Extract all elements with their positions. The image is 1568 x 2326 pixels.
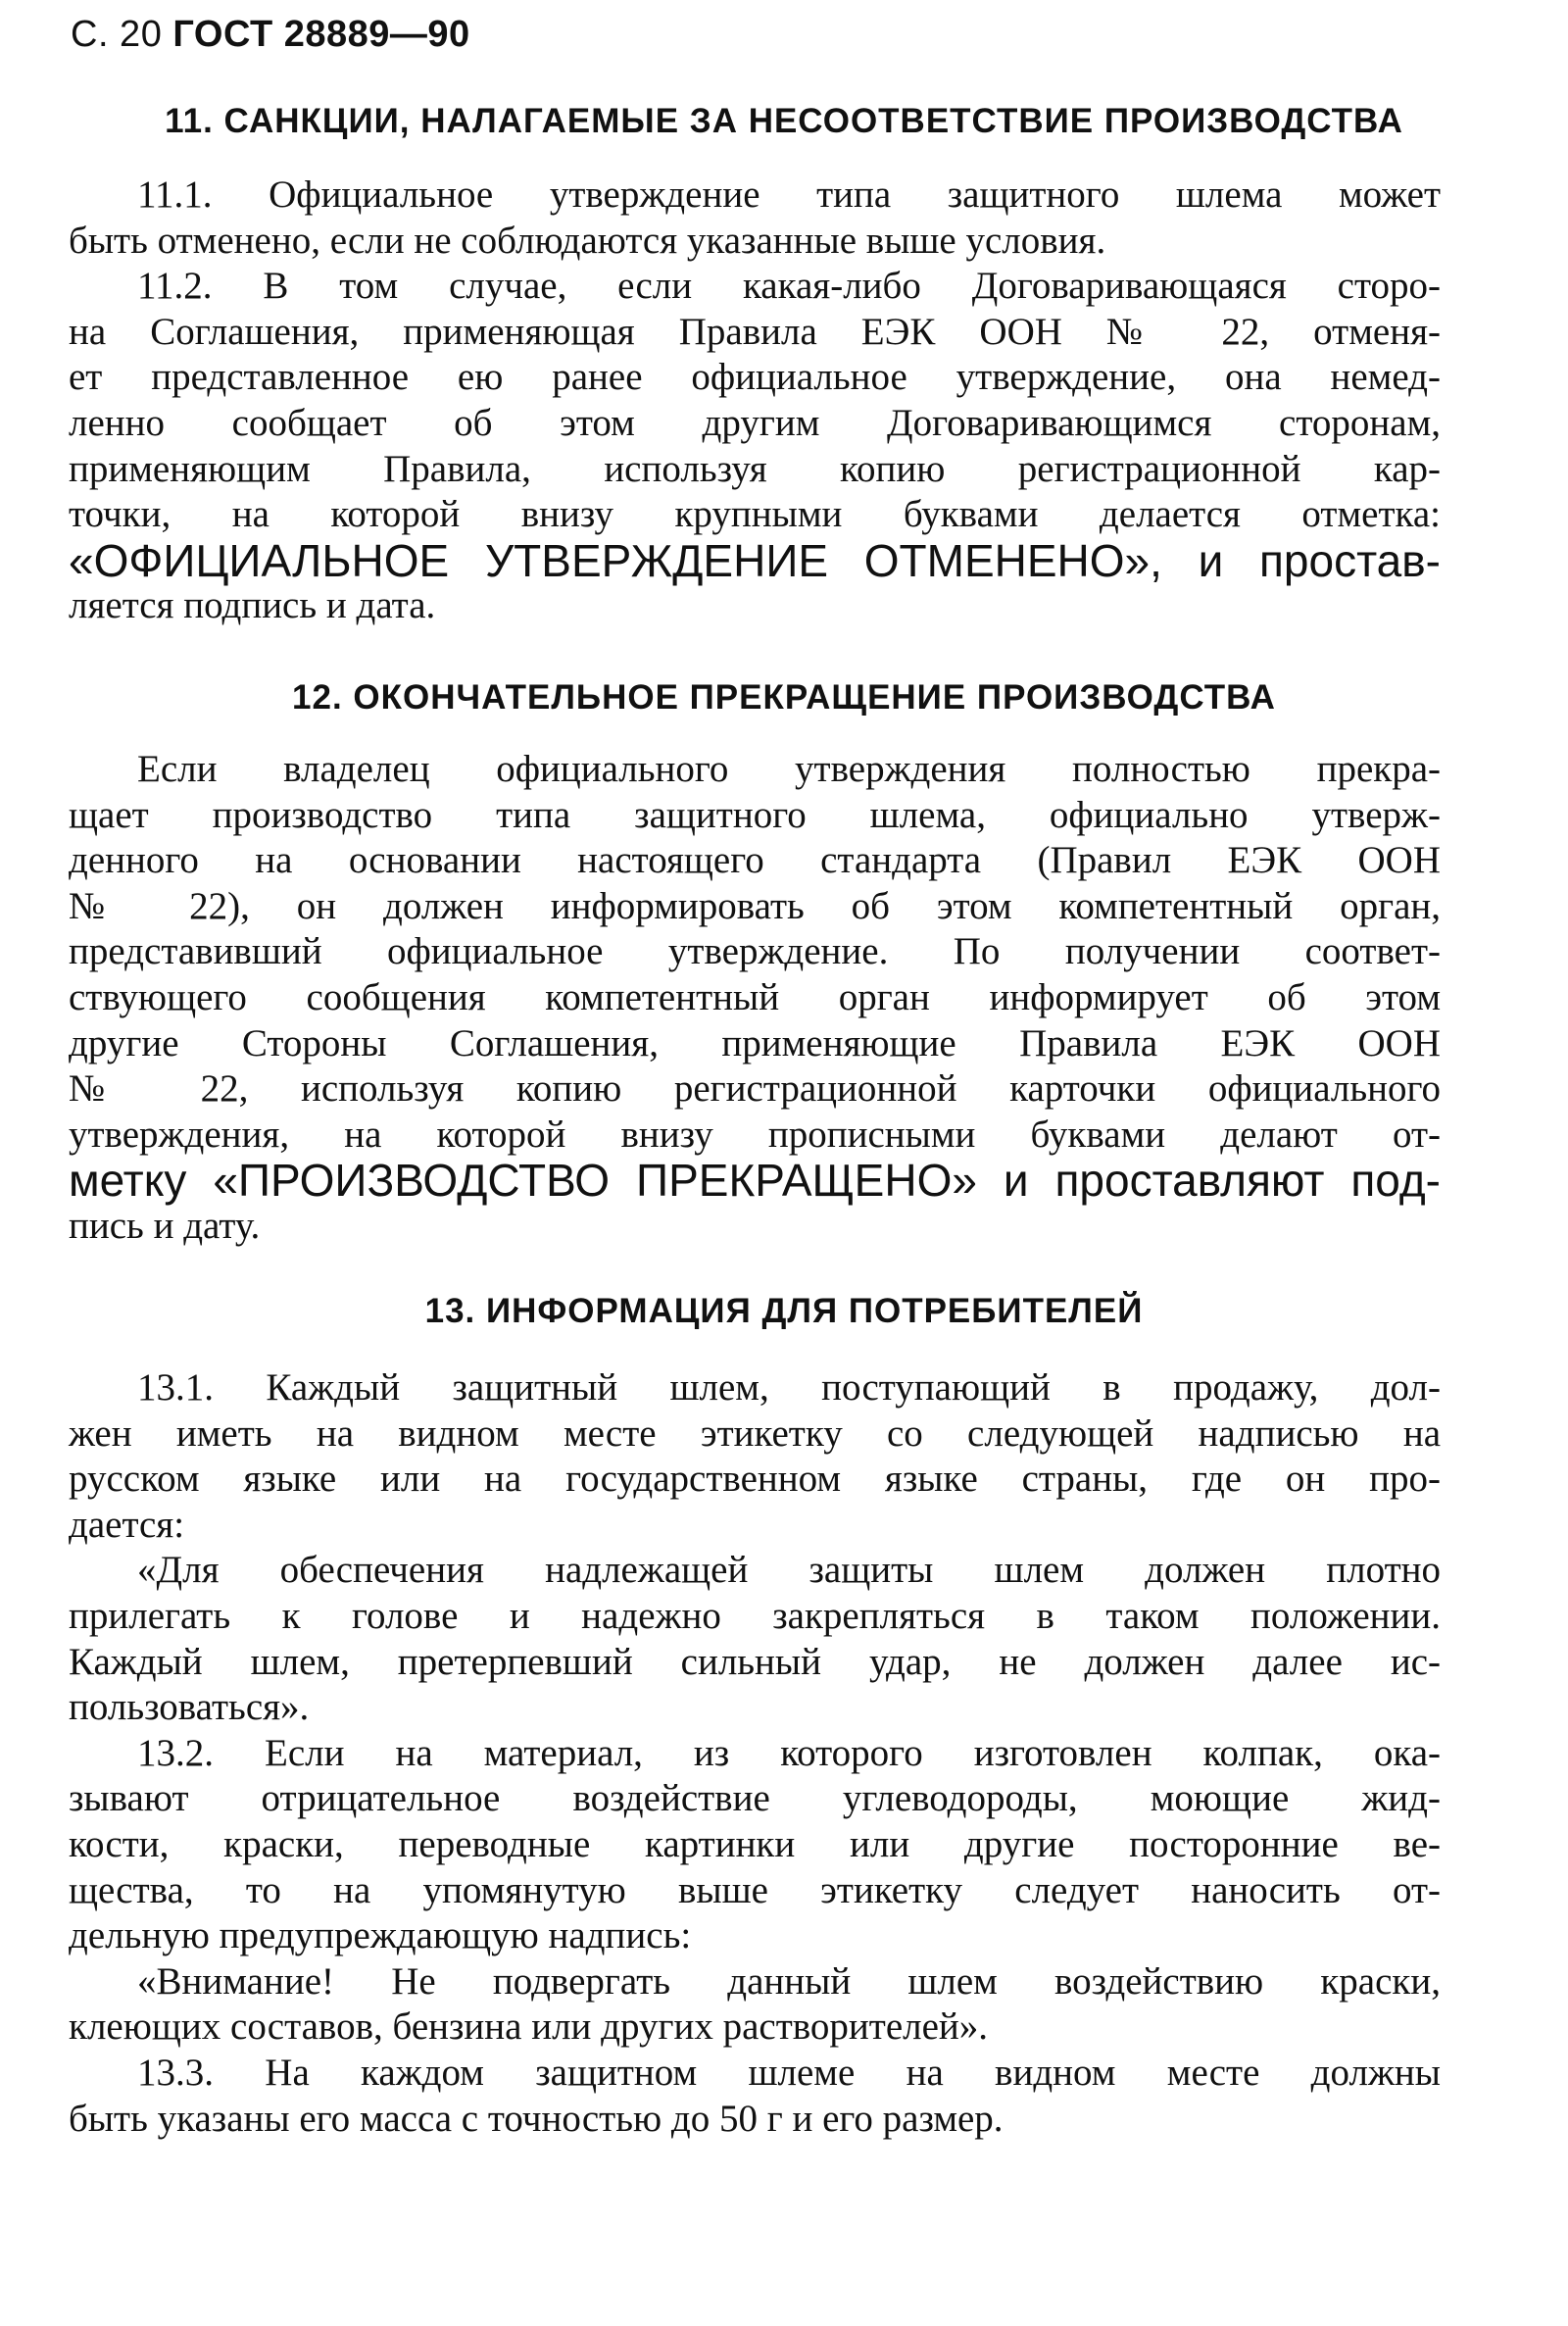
section-11-heading: 11. САНКЦИИ, НАЛАГАЕМЫЕ ЗА НЕСООТВЕТСТВИЕ ПРОИЗВОДСТВА <box>165 102 1403 140</box>
text-line: дельную предупреждающую надпись: <box>69 1914 692 1957</box>
standard-number: ГОСТ 28889—90 <box>172 14 470 55</box>
text-line: 13.1. Каждый защитный шлем, поступающий в продажу, дол- <box>137 1366 1441 1409</box>
text-line: ствующего сообщения компетентный орган информирует об этом <box>69 975 1441 1018</box>
section-11-body <box>69 173 1441 629</box>
text-line: представивший официальное утверждение. По получении соответ- <box>69 930 1441 973</box>
text-line: денного на основании настоящего стандарта (Правил ЕЭК ООН <box>69 839 1441 882</box>
text-line: быть указаны его масса с точностью до 50 г и его размер. <box>69 2097 1004 2140</box>
text-line: ленно сообщает об этом другим Договаривающимся сторонам, <box>69 401 1441 444</box>
text-line: быть отменено, если не соблюдаются указанные выше условия. <box>69 219 1106 262</box>
text-line: дается: <box>69 1503 185 1546</box>
text-line: 11.2. В том случае, если какая-либо Договаривающаяся сторо- <box>137 265 1441 308</box>
text-line: щества, то на упомянутую выше этикетку следует наносить от- <box>69 1868 1441 1911</box>
text-line: другие Стороны Соглашения, применяющие Правила ЕЭК ООН <box>69 1021 1441 1064</box>
text-line: пользоваться». <box>69 1686 310 1729</box>
page-number: С. 20 <box>71 14 163 55</box>
text-line: № 22, используя копию регистрационной карточки официального <box>69 1067 1441 1111</box>
text-line: № 22), он должен информировать об этом компетентный орган, <box>69 884 1441 927</box>
text-line: жен иметь на видном месте этикетку со следующей надписью на <box>69 1411 1441 1455</box>
section-13-heading: 13. ИНФОРМАЦИЯ ДЛЯ ПОТРЕБИТЕЛЕЙ <box>424 1292 1144 1330</box>
text-line: утверждения, на которой внизу прописными буквами делают от- <box>69 1113 1441 1156</box>
text-line: зывают отрицательное воздействие углеводороды, моющие жид- <box>69 1777 1441 1820</box>
text-line: русском языке или на государственном языке страны, где он про- <box>69 1458 1441 1501</box>
section-13-body <box>69 1365 1441 2142</box>
text-line: щает производство типа защитного шлема, официально утверж- <box>69 793 1441 836</box>
text-line: применяющим Правила, используя копию регистрационной кар- <box>69 447 1441 490</box>
text-line: 13.3. На каждом защитном шлеме на видном месте должны <box>137 2051 1441 2094</box>
text-line: ет представленное ею ранее официальное утверждение, она немед- <box>69 356 1441 399</box>
text-line-capitals: метку «ПРОИЗВОДСТВО ПРЕКРАЩЕНО» и проставляют под- <box>69 1155 1441 1207</box>
text-line: 11.1. Официальное утверждение типа защитного шлема может <box>137 173 1441 216</box>
text-line: пись и дату. <box>69 1204 261 1247</box>
page-header <box>71 14 470 56</box>
text-line: «Внимание! Не подвергать данный шлем воздействию краски, <box>137 1959 1441 2003</box>
section-12-heading: 12. ОКОНЧАТЕЛЬНОЕ ПРЕКРАЩЕНИЕ ПРОИЗВОДСТВА <box>292 678 1276 717</box>
text-line-capitals: «ОФИЦИАЛЬНОЕ УТВЕРЖДЕНИЕ ОТМЕНЕНО», и простав- <box>69 534 1441 586</box>
text-line: 13.2. Если на материал, из которого изготовлен колпак, ока- <box>137 1731 1441 1774</box>
text-line: на Соглашения, применяющая Правила ЕЭК ООН № 22, отменя- <box>69 310 1441 353</box>
text-line: ляется подпись и дата. <box>69 584 436 627</box>
text-line: «Для обеспечения надлежащей защиты шлем должен плотно <box>137 1549 1441 1592</box>
text-line: клеющих составов, бензина или других растворителей». <box>69 2005 989 2049</box>
text-line: Если владелец официального утверждения полностью прекра- <box>137 748 1441 790</box>
text-line: кости, краски, переводные картинки или другие посторонние ве- <box>69 1822 1441 1865</box>
text-line: прилегать к голове и надежно закрепляться в таком положении. <box>69 1594 1441 1637</box>
section-12-body <box>69 747 1441 1250</box>
text-line: точки, на которой внизу крупными буквами делается отметка: <box>69 493 1441 536</box>
text-line: Каждый шлем, претерпевший сильный удар, не должен далее ис- <box>69 1640 1441 1683</box>
